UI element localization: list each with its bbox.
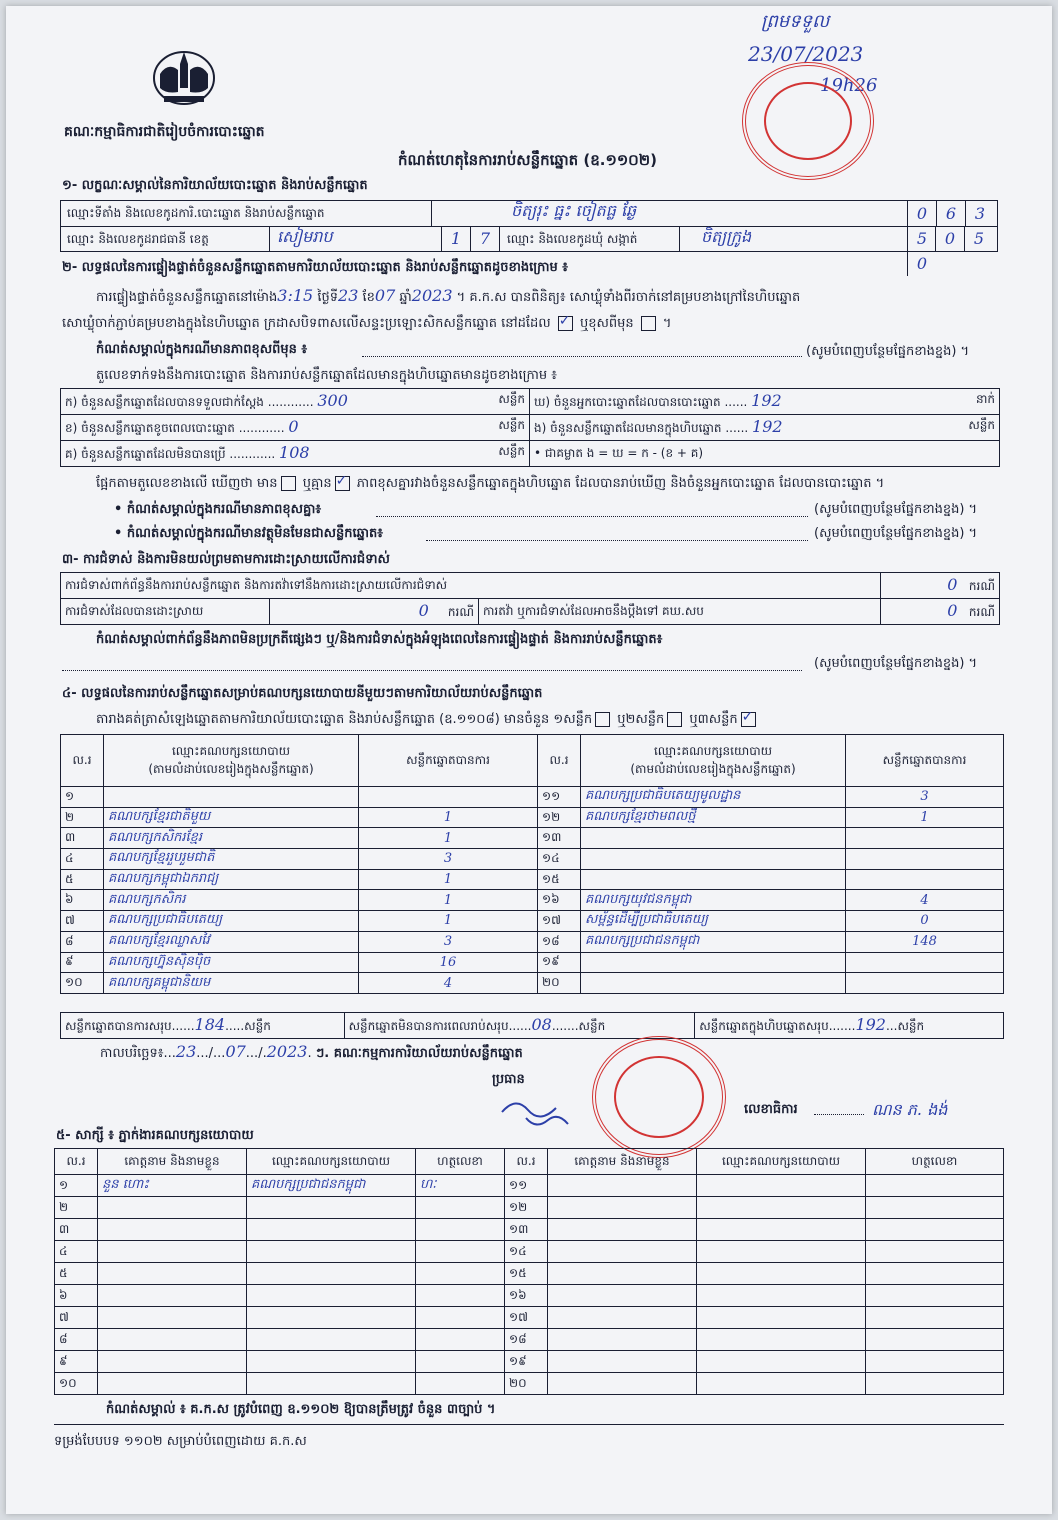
document-page: [6, 6, 1052, 1514]
party-votes: [846, 952, 1004, 973]
party-votes: 1: [359, 890, 538, 911]
signing-date: កាលបរិច្ឆេទ៖...23.../...07.../.2023. ៗ. គណៈកម្មការការិយាល័យរាប់សន្លឹកឆ្នោត: [100, 1042, 523, 1061]
party-no: ១២: [538, 807, 581, 828]
witness-signature: [416, 1197, 505, 1219]
fill-hint-2: (សូមបំពេញបន្ថែមផ្នែកខាងខ្នង) ។: [814, 502, 978, 517]
table-row: [55, 1329, 1004, 1351]
party-no: ៧: [61, 911, 104, 932]
party-votes: 4: [846, 890, 1004, 911]
witness-party: [697, 1263, 866, 1285]
witness-party: [697, 1175, 866, 1197]
party-votes: [846, 869, 1004, 890]
different-checkbox[interactable]: [641, 316, 656, 331]
bullet-difference: • កំណត់សម្គាល់ក្នុងករណីមានភាពខុសគ្នា៖: [114, 502, 322, 517]
province-code: 1 7: [441, 226, 499, 251]
party-votes: 1: [846, 807, 1004, 828]
party-name: គណបក្សប្រជាធិបតេយ្យ: [104, 911, 359, 932]
section3-heading: ៣- ការជំទាស់ និងការមិនយល់ព្រមតាមការដោះស្រាយលើការជំទាស់: [62, 552, 390, 567]
party-no: ១៥: [538, 869, 581, 890]
witness-party: [697, 1197, 866, 1219]
commune-value: ចិត្យក្រូង: [701, 227, 752, 246]
witness-signature: [416, 1285, 505, 1307]
witness-signature: [416, 1219, 505, 1241]
party-name: [581, 828, 846, 849]
witness-name: [98, 1307, 247, 1329]
party-no: ១៦: [538, 890, 581, 911]
table-row: [55, 1197, 1004, 1219]
party-name: គណបក្សកសិករ: [104, 890, 359, 911]
party-no: ១៤: [538, 849, 581, 870]
three-sheet-checkbox[interactable]: [741, 712, 756, 727]
one-sheet-checkbox[interactable]: [595, 712, 610, 727]
witness-signature: [416, 1373, 505, 1395]
witness-no: ១៥: [505, 1263, 548, 1285]
party-no: ១០: [61, 973, 104, 994]
verification-line: ការផ្ទៀងផ្ទាត់ចំនួនសន្លឹកឆ្នោតនៅម៉ោង3:15 ថ្ងៃទី23 ខែ07 ឆ្នាំ2023 ។ គ.ក.ស បានពិនិត្យ៖ សោឃ្លុំទាំងពីរចាក់នៅគម្របខាងក្រៅនៃហិបឆ្នោត: [96, 286, 801, 305]
two-sheet-checkbox[interactable]: [667, 712, 682, 727]
comparison-line: ផ្អែកតាមតួលេខខាងលើ ឃើញថា មាន ឬគ្មាន✓ ភាពខុសគ្នារវាងចំនួនសន្លឹកឆ្នោតក្នុងហិបឆ្នោត ដែលបានរាប់ឃើញ និងចំនួនអ្នកបោះឆ្នោត ដែលបានបោះឆ្នោត ។: [96, 476, 884, 492]
party-results-table: ល.រ ឈ្មោះគណបក្សនយោបាយ (តាមលំដាប់លេខរៀងក្នុងសន្លឹកឆ្នោត) សន្លឹកឆ្នោតបានការ ល.រ ឈ្មោះគណបក្សនយោបាយ (តាមលំដាប់លេខរៀងក្នុងសន្លឹកឆ្នោត) សន្លឹកឆ្នោតបានការ ១ ១១ គណបក្សប្រជាធិបតេយ្យមូលដ្ឋាន 3 ២ គណបក្សខ្មែរជាតិមួយ 1 ១២ គណបក្សខ្មែរថាមពលថ្មី 1 ៣ គណបក្សកសិករខ្មែរ 1 ១៣ ៤ គណបក្សខ្មែររួបរួមជាតិ 3 ១៤ ៥ គណបក្សកម្ពុជាឯករាជ្យ 1 ១៥ ៦ គណបក្សកសិករ 1 ១៦ គណបក្សយុវជនកម្ពុជា 4 ៧ គណបក្សប្រជាធិបតេយ្យ 1 ១៧ សម្ព័ន្ធដើម្បីប្រជាធិបតេយ្យ 0 ៨ គណបក្សខ្មែរឈ្លាសវៃ 3 ១៨ គណបក្សប្រជាជនកម្ពុជា 148 ៩ គណបក្សហ្វ៊ុនស៊ិនប៉ិច 16 ១៩ ១០ គណបក្សគម្ពុជានិយម 4 ២០: [60, 734, 1004, 994]
section1-heading: ១- លក្ខណៈសម្គាល់នៃការិយាល័យបោះឆ្នោត និងរាប់សន្លឹកឆ្នោត: [62, 178, 368, 193]
witness-no: ៨: [55, 1329, 98, 1351]
witness-party: [697, 1307, 866, 1329]
table-row: [55, 1373, 1004, 1395]
table-row: [61, 931, 1004, 952]
party-no: ៨: [61, 931, 104, 952]
party-name: [104, 787, 359, 808]
handwritten-date: 23/07/2023: [748, 42, 864, 66]
witness-name: [98, 1285, 247, 1307]
witness-party: [247, 1241, 416, 1263]
table-row: [55, 1351, 1004, 1373]
witness-name: [98, 1241, 247, 1263]
witness-signature: [416, 1329, 505, 1351]
handwritten-ref: ព្រមទទួល: [761, 11, 830, 32]
national-emblem-icon: [146, 44, 222, 110]
witness-no: ១៦: [505, 1285, 548, 1307]
no-difference-checkbox[interactable]: [335, 476, 350, 491]
party-name: គណបក្សយុវជនកម្ពុជា: [581, 890, 846, 911]
commune-code: 0 50: [907, 226, 997, 251]
party-name: គណបក្សខ្មែរឈ្លាសវៃ: [104, 931, 359, 952]
witness-name: [98, 1373, 247, 1395]
province-value: សៀមរាប: [277, 227, 333, 246]
party-name: គណបក្សប្រជាជនកម្ពុជា: [581, 931, 846, 952]
witness-party: [247, 1263, 416, 1285]
witness-name: [548, 1219, 697, 1241]
party-no: ៦: [61, 890, 104, 911]
witness-party: [247, 1197, 416, 1219]
witness-no: ១១: [505, 1175, 548, 1197]
handwritten-time: 19h26: [820, 75, 878, 96]
witness-signature: [866, 1175, 1004, 1197]
witness-signature: [866, 1373, 1004, 1395]
fill-hint: (សូមបំពេញបន្ថែមផ្នែកខាងខ្នង) ។: [806, 344, 970, 359]
witness-name: [98, 1351, 247, 1373]
witness-no: ១៣: [505, 1219, 548, 1241]
witness-name: [548, 1351, 697, 1373]
witness-signature: [866, 1307, 1004, 1329]
party-name: គណបក្សខ្មែររួបរួមជាតិ: [104, 849, 359, 870]
party-no: ១៨: [538, 931, 581, 952]
table-row: [61, 849, 1004, 870]
table-row: [61, 828, 1004, 849]
table-row: [55, 1307, 1004, 1329]
witness-no: ១០: [55, 1373, 98, 1395]
party-no: ២០: [538, 973, 581, 994]
witness-signature: [866, 1351, 1004, 1373]
witness-party: [697, 1373, 866, 1395]
witness-party: [247, 1351, 416, 1373]
witness-party: [247, 1373, 416, 1395]
tally-intro: តារាងគត់ត្រាសំឡេងឆ្នោតតាមការិយាល័យបោះឆ្នោត និងរាប់សន្លឹកឆ្នោត (ឧ.១១០៨) មានចំនួន ១សន្លឹក ឬ២សន្លឹក ឬ៣សន្លឹក✓: [96, 712, 759, 728]
party-votes: 16: [359, 952, 538, 973]
difference-note: កំណត់សម្គាល់ក្នុងករណីមានភាពខុសពីមុន ៖: [96, 342, 308, 357]
witness-no: ១៧: [505, 1307, 548, 1329]
table-row: [61, 973, 1004, 994]
party-no: ១៣: [538, 828, 581, 849]
fill-hint-3: (សូមបំពេញបន្ថែមផ្នែកខាងខ្នង) ។: [814, 526, 978, 541]
table-row: [55, 1175, 1004, 1197]
figures-table: ក) ចំនួនសន្លឹកឆ្នោតដែលបានទទួលជាក់ស្ដែង ............ 300 សន្លឹក ឃ) ចំនួនអ្នកបោះឆ្នោតដែលបានបោះឆ្នោត ...... 192 នាក់ ខ) ចំនួនសន្លឹកឆ្នោតខូចពេលបោះឆ្នោត ............ 0 សន្លឹក ង) ចំនួនសន្លឹកឆ្នោតដែលមានក្នុងហិបឆ្នោត ...... 192 សន្លឹក គ) ចំនួនសន្លឹកឆ្នោតដែលមិនបានប្រើ ............ 108 សន្លឹក • ជាគម្លាត ង = ឃ = ក - (ខ + គ): [60, 388, 1000, 467]
witness-no: ២០: [505, 1373, 548, 1395]
party-votes: 1: [359, 828, 538, 849]
party-votes: 0: [846, 911, 1004, 932]
witness-no: ៣: [55, 1219, 98, 1241]
party-votes: 3: [359, 931, 538, 952]
official-stamp-bottom: [592, 1036, 726, 1158]
witness-party: [697, 1351, 866, 1373]
witness-signature: [866, 1219, 1004, 1241]
party-votes: 3: [846, 787, 1004, 808]
form-note: ទម្រង់បែបបទ ១១០២ សម្រាប់បំពេញដោយ គ.ក.ស: [54, 1434, 307, 1449]
party-votes: [846, 828, 1004, 849]
party-name: គណបក្សហ្វ៊ុនស៊ិនប៉ិច: [104, 952, 359, 973]
form-title: កំណត់ហេតុនៃការរាប់សន្លឹកឆ្នោត (ឧ.១១០២): [398, 151, 658, 169]
president-signature: [496, 1094, 586, 1134]
witness-name: [548, 1329, 697, 1351]
witness-signature: [866, 1241, 1004, 1263]
section2-heading: ២- លទ្ធផលនៃការផ្ទៀងផ្ទាត់ចំនួនសន្លឹកឆ្នោតតាមការិយាល័យបោះឆ្នោត និងរាប់សន្លឹកឆ្នោតដូចខាងក្រោម ៖: [62, 260, 568, 275]
party-no: ៥: [61, 869, 104, 890]
table-row: [55, 1263, 1004, 1285]
witness-no: ១៤: [505, 1241, 548, 1263]
objections-note: កំណត់សម្គាល់ពាក់ព័ន្ធនឹងភាពមិនប្រក្រតីផ្សេងៗ ឬ/និងការជំទាស់ក្នុងអំឡុងពេលនៃការផ្ទៀងផ្ទាត់ និងការរាប់សន្លឹកឆ្នោត៖: [96, 632, 663, 647]
witness-signature: [866, 1285, 1004, 1307]
witness-party: [247, 1285, 416, 1307]
table-row: [61, 787, 1004, 808]
table-row: [55, 1219, 1004, 1241]
party-votes: 148: [846, 931, 1004, 952]
party-no: ៩: [61, 952, 104, 973]
totals-row: សន្លឹកឆ្នោតបានការសរុប......184.....សន្លឹក សន្លឹកឆ្នោតមិនបានការពេលរាប់សរុប......08.......សន្លឹក សន្លឹកឆ្នោតក្នុងហិបឆ្នោតសរុប.......192...សន្លឹក: [60, 1012, 1004, 1039]
witness-name: [98, 1329, 247, 1351]
witness-party: [247, 1307, 416, 1329]
party-name: គណបក្សគម្ពុជានិយម: [104, 973, 359, 994]
party-no: ១៧: [538, 911, 581, 932]
party-no: ១១: [538, 787, 581, 808]
party-votes: [846, 973, 1004, 994]
secretary-label: លេខាធិការ: [744, 1102, 798, 1117]
witness-table: ល.រ គោត្តនាម និងនាមខ្លួន ឈ្មោះគណបក្សនយោបាយ ហត្ថលេខា ល.រ គោត្តនាម និងនាមខ្លួន ឈ្មោះគណបក្សនយោបាយ ហត្ថលេខា ១ នួន ហោះ គណបក្សប្រជាជនកម្ពុជា ហៈ ១១ ២ ១២ ៣ ១៣ ៤ ១៤ ៥ ១៥ ៦ ១៦ ៧ ១៧ ៨ ១៨ ៩ ១៩ ១០ ២០: [54, 1148, 1004, 1395]
party-name: គណបក្សខ្មែរជាតិមួយ: [104, 807, 359, 828]
table-row: [55, 1241, 1004, 1263]
party-name: គណបក្សកម្ពុជាឯករាជ្យ: [104, 869, 359, 890]
has-difference-checkbox[interactable]: [281, 476, 296, 491]
table-row: [61, 807, 1004, 828]
witness-name: [98, 1219, 247, 1241]
party-name: គណបក្សខ្មែរថាមពលថ្មី: [581, 807, 846, 828]
witness-name: នួន ហោះ: [98, 1175, 247, 1197]
party-votes: [359, 787, 538, 808]
witness-party: [697, 1285, 866, 1307]
party-no: ២: [61, 807, 104, 828]
party-name: គណបក្សកសិករខ្មែរ: [104, 828, 359, 849]
witness-party: គណបក្សប្រជាជនកម្ពុជា: [247, 1175, 416, 1197]
party-name: សម្ព័ន្ធដើម្បីប្រជាធិបតេយ្យ: [581, 911, 846, 932]
secretary-signature: ណន ភ. ងង់: [872, 1100, 948, 1119]
witness-signature: [416, 1263, 505, 1285]
witness-name: [548, 1285, 697, 1307]
witness-party: [247, 1219, 416, 1241]
witness-name: [98, 1197, 247, 1219]
official-stamp-top: [742, 62, 874, 180]
table-row: [55, 1285, 1004, 1307]
table-row: [61, 952, 1004, 973]
witness-party: [697, 1329, 866, 1351]
party-name: [581, 952, 846, 973]
witness-party: [697, 1219, 866, 1241]
party-name: [581, 973, 846, 994]
witness-no: ៦: [55, 1285, 98, 1307]
same-checkbox[interactable]: [558, 316, 573, 331]
site-code: 0 6 35: [907, 201, 997, 226]
party-name: គណបក្សប្រជាធិបតេយ្យមូលដ្ឋាន: [581, 787, 846, 808]
party-votes: 4: [359, 973, 538, 994]
section5-heading: ៥- សាក្សី ៖ ភ្នាក់ងារគណបក្សនយោបាយ: [56, 1128, 254, 1143]
table-row: [61, 869, 1004, 890]
witness-name: [98, 1263, 247, 1285]
commune-label: ឈ្មោះ និងលេខកូដឃុំ សង្កាត់: [507, 232, 638, 246]
province-label: ឈ្មោះ និងលេខកូដរាជធានី ខេត្ត: [67, 232, 209, 246]
witness-name: [548, 1307, 697, 1329]
witness-no: ៧: [55, 1307, 98, 1329]
fill-hint-4: (សូមបំពេញបន្ថែមផ្នែកខាងខ្នង) ។: [814, 656, 978, 671]
witness-no: ៤: [55, 1241, 98, 1263]
party-no: ១៩: [538, 952, 581, 973]
witness-signature: [416, 1351, 505, 1373]
witness-no: ១: [55, 1175, 98, 1197]
witness-name: [548, 1175, 697, 1197]
party-votes: 1: [359, 869, 538, 890]
president-label: ប្រធាន: [492, 1072, 525, 1087]
witness-signature: ហៈ: [416, 1175, 505, 1197]
witness-signature: [866, 1329, 1004, 1351]
witness-signature: [416, 1307, 505, 1329]
objections-table: ការជំទាស់ពាក់ព័ន្ធនឹងការរាប់សន្លឹកឆ្នោត និងការតវ៉ាទៅនឹងការដោះស្រាយលើការជំទាស់ 0 ករណី ការជំទាស់ដែលបានដោះស្រាយ 0 ករណី ការតវ៉ា ឬការជំទាស់ដែលអាចនឹងប្ដឹងទៅ គឃ.សប 0 ករណី: [60, 572, 1000, 625]
table-row: [61, 890, 1004, 911]
party-name: [581, 869, 846, 890]
party-no: ៣: [61, 828, 104, 849]
committee-name: គណៈកម្មាធិការជាតិរៀបចំការបោះឆ្នោត: [64, 124, 265, 140]
witness-no: ១៨: [505, 1329, 548, 1351]
witness-name: [548, 1197, 697, 1219]
site-label: ឈ្មោះទីតាំង និងលេខកូដការិ.បោះឆ្នោត និងរាប់សន្លឹកឆ្នោត: [67, 206, 325, 220]
witness-name: [548, 1241, 697, 1263]
bullet-foreign-object: • កំណត់សម្គាល់ក្នុងករណីមានវត្ថុមិនមែនជាសន្លឹកឆ្នោត៖: [114, 526, 383, 541]
witness-no: ៥: [55, 1263, 98, 1285]
witness-no: ១២: [505, 1197, 548, 1219]
party-no: ៤: [61, 849, 104, 870]
figures-intro: តួលេខទាក់ទងនឹងការបោះឆ្នោត និងការរាប់សន្លឹកឆ្នោតដែលមានក្នុងហិបឆ្នោតមានដូចខាងក្រោម ៖: [96, 368, 557, 383]
witness-no: ២: [55, 1197, 98, 1219]
table-row: [61, 911, 1004, 932]
party-votes: 3: [359, 849, 538, 870]
party-votes: [846, 849, 1004, 870]
party-votes: 1: [359, 807, 538, 828]
party-votes: 1: [359, 911, 538, 932]
party-name: [581, 849, 846, 870]
seal-line: សោឃ្លុំចាក់ភ្ជាប់គម្របខាងក្នុងនៃហិបឆ្នោត ក្រដាសបិទពាសលើសន្ទះប្រឡោះសិកសន្លឹកឆ្នោត នៅដដែល ✓ ឬខុសពីមុន ។: [62, 316, 671, 332]
party-no: ១: [61, 787, 104, 808]
witness-no: ១៩: [505, 1351, 548, 1373]
witness-party: [247, 1329, 416, 1351]
witness-signature: [416, 1241, 505, 1263]
witness-no: ៩: [55, 1351, 98, 1373]
site-value: ចិត្យរុះ ធ្នះ ចៀតធ្ល ឆ្ងែ: [511, 201, 637, 220]
witness-signature: [866, 1263, 1004, 1285]
footer-note: កំណត់សម្គាល់ ៖ គ.ក.ស ត្រូវបំពេញ ឧ.១១០២ ឱ្យបានត្រឹមត្រូវ ចំនួន ៣ច្បាប់ ។: [106, 1402, 496, 1417]
section4-heading: ៤- លទ្ធផលនៃការរាប់សន្លឹកឆ្នោតសម្រាប់គណបក្សនយោបាយនីមួយៗតាមការិយាល័យរាប់សន្លឹកឆ្នោត: [62, 686, 543, 701]
witness-signature: [866, 1197, 1004, 1219]
witness-party: [697, 1241, 866, 1263]
witness-name: [548, 1373, 697, 1395]
witness-name: [548, 1263, 697, 1285]
